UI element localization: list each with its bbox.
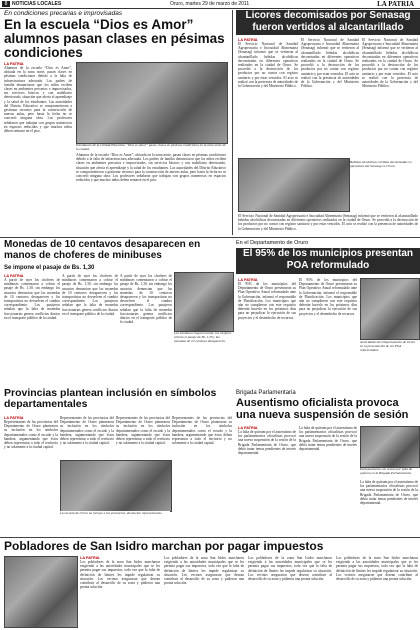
article1-body-cont: Alumnos de la escuela “Dios es Amor”, ubicada en la zona norte, pasan clases en pésimas condiciones debido a la falta de infraestructura adecuada. Los padres de familia denunciaron que los niños reciben clases en ambientes precarios e improvisados, sin servicios básicos y con mobiliario deteriorado, situación que afecta el aprendizaje y la salud de los estudiantes. Las autoridades del Distrito Educativo se comprometieron a gestionar recursos para la construcción de nuevas aulas, pero hasta la fecha no se concretó ninguna obra. Los profesores señalaron que trabajan con grupos numerosos en espacios reducidos y que muchos niños deben sentarse en el piso. <box>76 153 226 183</box>
article5-tag: LA PATRIA <box>4 416 24 420</box>
page-number: 8 <box>2 1 10 7</box>
article1-tag: LA PATRIA <box>4 62 24 66</box>
article2-caption: Bebidas alcohólicas vertidas decomisadas en operativos del Senasag en Oruro. <box>350 160 412 168</box>
article4-caption: Autoridades del Departamento de Oruro en la presentación de los POA reformulados. <box>360 340 416 352</box>
article3-body: A partir de ayer los choferes de minibuses comenzaron a cobrar el pasaje de Bs. 1,30, sin embargo los usuarios denuncian que las monedas de 10 centavos desaparecen y los transportistas no devuelven el cambio correspondiente. Los pasajeros señalan que la falta de monedas fraccionarias genera conflictos diarios en el transporte público de la ciudad. <box>4 278 60 320</box>
article7-body-col2: Los pobladores de la zona San Isidro marcharon exigiendo a las autoridades municipales que se les permita pagar sus impuestos, toda vez que la falta de definición de límites les impide regularizar su situación. Los vecinos aseguraron que desean contribuir al desarrollo de su zona y pidieron una pronta solución. <box>164 556 244 586</box>
article2-body-col2: El Servicio Nacional de Sanidad Agropecuaria e Inocuidad Alimentaria (Senasag) informó que se vertieron al alcantarillado bebidas alcohólicas decomisadas en diferentes operativos realizados en la ciudad de Oruro. Se procedió a la destrucción de los productos por no contar con registro sanitario y por estar vencidos. El acto se realizó con la presencia de autoridades de la Gobernación y del Ministerio Público. <box>301 38 359 89</box>
article6-tag: LA PATRIA <box>238 426 258 430</box>
section-divider-bottom <box>0 537 420 538</box>
article2-headline: Licores decomisados por Senasag fueron vertidos al alcantarillado <box>236 10 420 35</box>
article6-body-col2: La falta de quórum por el ausentismo de los parlamentarios oficialistas provocó una nueva suspensión de la sesión de la Brigada Parlamentaria de Oruro, que debía tratar temas pendientes de interés departamental. <box>299 426 357 452</box>
article5-photo <box>60 460 172 512</box>
article3-kicker: Se impone el pasaje de Bs. 1,30 <box>4 265 95 271</box>
column-divider <box>232 10 233 235</box>
section-name: NOTICIAS LOCALES <box>12 1 62 7</box>
article1-body: Alumnos de la escuela “Dios es Amor”, ubicada en la zona norte, pasan clases en pésimas condiciones debido a la falta de infraestructura adecuada. Los padres de familia denunciaron que los niños reciben clases en ambientes precarios e improvisados, sin servicios básicos y con mobiliario deteriorado, situación que afecta el aprendizaje y la salud de los estudiantes. Las autoridades del Distrito Educativo se comprometieron a gestionar recursos para la construcción de nuevas aulas, pero hasta la fecha no se concretó ninguna obra. Los profesores señalaron que trabajan con grupos numerosos en espacios reducidos y que muchos niños deben sentarse en el piso. <box>4 66 72 134</box>
article5-headline: Provincias plantean inclusión en símbolos departamentales <box>4 387 217 411</box>
article6-body: La falta de quórum por el ausentismo de los parlamentarios oficialistas provocó una nueva suspensión de la sesión de la Brigada Parlamentaria de Oruro, que debía tratar temas pendientes de interés departamental. <box>238 430 296 456</box>
article7-tag: LA PATRIA <box>80 556 100 560</box>
article7-body-col3: Los pobladores de la zona San Isidro marcharon exigiendo a las autoridades municipales que se les permita pagar sus impuestos, toda vez que la falta de definición de límites les impide regularizar su situación. Los vecinos aseguraron que desean contribuir al desarrollo de su zona y pidieron una pronta solución. <box>248 556 332 582</box>
article7-headline: Pobladores de San Isidro marchan por pagar impuestos <box>4 539 324 553</box>
article5-body-col4: Representantes de las provincias del Departamento de Oruro plantearon su inclusión en los símbolos departamentales como el escudo y la bandera, argumentando que éstos deben representar a todo el territorio y no solamente a la ciudad capital. <box>172 416 232 446</box>
article3-photo <box>174 272 234 332</box>
article1-photo <box>76 62 228 144</box>
article3-tag: LA PATRIA <box>4 274 24 278</box>
article7-body-col4: Los pobladores de la zona San Isidro marcharon exigiendo a las autoridades municipales que se les permita pagar sus impuestos, toda vez que la falta de definición de límites les impide regularizar su situación. Los vecinos aseguraron que desean contribuir al desarrollo de su zona y pidieron una pronta solución. <box>336 556 418 582</box>
article5-body: Representantes de las provincias del Departamento de Oruro plantearon su inclusión en los símbolos departamentales como el escudo y la bandera, argumentando que éstos deben representar a todo el territorio y no solamente a la ciudad capital. <box>4 420 58 450</box>
article7-body: Los pobladores de la zona San Isidro marcharon exigiendo a las autoridades municipales que se les permita pagar sus impuestos, toda vez que la falta de definición de límites les impide regularizar su situación. Los vecinos aseguraron que desean contribuir al desarrollo de su zona y pidieron una pronta solución. <box>80 560 160 590</box>
article6-kicker: Brigada Parlamentaria <box>236 390 296 396</box>
article3-headline: Monedas de 10 centavos desaparecen en manos de choferes de minibuses <box>4 239 201 261</box>
article1-headline: En la escuela “Dios es Amor” alumnos pasan clases en pésimas condiciones <box>4 17 225 61</box>
article7-photo <box>4 556 78 628</box>
article6-photo <box>360 426 420 468</box>
article3-body-col2: A partir de ayer los choferes de minibuses comenzaron a cobrar el pasaje de Bs. 1,30, sin embargo los usuarios denuncian que las monedas de 10 centavos desaparecen y los transportistas no devuelven el cambio correspondiente. Los pasajeros señalan que la falta de monedas fraccionarias genera conflictos diarios en el transporte público de la ciudad. <box>62 274 118 316</box>
article3-caption: Los minibuses llegaron tarde, los choferes cobran el pasaje de Bs. 1,30 y las monedas de 10 centavos desaparecen. <box>174 331 232 343</box>
article5-body-col3: Representantes de las provincias del Departamento de Oruro plantearon su inclusión en los símbolos departamentales como el escudo y la bandera, argumentando que éstos deben representar a todo el territorio y no solamente a la ciudad capital. <box>116 416 170 446</box>
article6-headline: Ausentismo oficialista provoca una nueva suspensión de sesión <box>236 397 409 421</box>
article2-photo <box>238 158 350 212</box>
page-header <box>0 0 420 9</box>
article4-headline: El 95% de los municipios presentan POA reformulado <box>236 248 420 274</box>
article5-body-col2: Representantes de las provincias del Departamento de Oruro plantearon su inclusión en los símbolos departamentales como el escudo y la bandera, argumentando que éstos deben representar a todo el territorio y no solamente a la ciudad capital. <box>60 416 114 446</box>
article1-kicker: En condiciones precarias e improvisadas <box>4 10 123 17</box>
article4-body: El 95% de los municipios del Departamento de Oruro presentaron su Plan Operativo Anual reformulado ante la Gobernación, informó el responsable de Planificación. Los municipios que aún no cumplieron con este requisito deberán hacerlo en los próximos días para no perjudicar la ejecución de sus proyectos y el desembolso de recursos. <box>238 282 296 320</box>
article3-body-col3: A partir de ayer los choferes de minibuses comenzaron a cobrar el pasaje de Bs. 1,30, sin embargo los usuarios denuncian que las monedas de 10 centavos desaparecen y los transportistas no devuelven el cambio correspondiente. Los pasajeros señalan que la falta de monedas fraccionarias genera conflictos diarios en el transporte público de la ciudad. <box>120 274 172 325</box>
article2-body-bottom: El Servicio Nacional de Sanidad Agropecuaria e Inocuidad Alimentaria (Senasag) informó que se vertieron al alcantarillado bebidas alcohólicas decomisadas en diferentes operativos realizados en la ciudad de Oruro. Se procedió a la destrucción de los productos por no contar con registro sanitario y por estar vencidos. El acto se realizó con la presencia de autoridades de la Gobernación y del Ministerio Público. <box>238 214 418 231</box>
article2-body-col3: El Servicio Nacional de Sanidad Agropecuaria e Inocuidad Alimentaria (Senasag) informó que se vertieron al alcantarillado bebidas alcohólicas decomisadas en diferentes operativos realizados en la ciudad de Oruro. Se procedió a la destrucción de los productos por no contar con registro sanitario y por estar vencidos. El acto se realizó con la presencia de autoridades de la Gobernación y del Ministerio Público. <box>362 38 418 89</box>
section-divider <box>0 237 420 238</box>
article5-caption: La escuela de Oruro no incluye a las provincias, denuncian representantes. <box>60 511 170 515</box>
article6-caption: Parlamentarios sin sesión por falta de quórum en la Brigada Parlamentaria. <box>360 467 413 475</box>
article4-body-col2: El 95% de los municipios del Departamento de Oruro presentaron su Plan Operativo Anual reformulado ante la Gobernación, informó el responsable de Planificación. Los municipios que aún no cumplieron con este requisito deberán hacerlo en los próximos días para no perjudicar la ejecución de sus proyectos y el desembolso de recursos. <box>299 278 357 316</box>
article4-tag: LA PATRIA <box>238 278 258 282</box>
article2-body: El Servicio Nacional de Sanidad Agropecuaria e Inocuidad Alimentaria (Senasag) informó que se vertieron al alcantarillado bebidas alcohólicas decomisadas en diferentes operativos realizados en la ciudad de Oruro. Se procedió a la destrucción de los productos por no contar con registro sanitario y por estar vencidos. El acto se realizó con la presencia de autoridades de la Gobernación y del Ministerio Público. <box>238 42 298 89</box>
article6-body-col3: La falta de quórum por el ausentismo de los parlamentarios oficialistas provocó una nueva suspensión de la sesión de la Brigada Parlamentaria de Oruro, que debía tratar temas pendientes de interés departamental. <box>360 480 418 506</box>
article4-kicker: En el Departamento de Oruro <box>236 240 309 246</box>
article1-caption: Estudiantes de la Unidad Educativa “Dios es Amor” pasan clases en pésimas condiciones en la zona norte de la ciudad. <box>76 143 226 151</box>
edition-date: Oruro, martes 29 de marzo de 2011 <box>170 1 250 7</box>
article2-tag: LA PATRIA <box>238 38 258 42</box>
newspaper-brand: LA PATRIA <box>377 0 414 8</box>
article4-photo <box>360 278 420 340</box>
